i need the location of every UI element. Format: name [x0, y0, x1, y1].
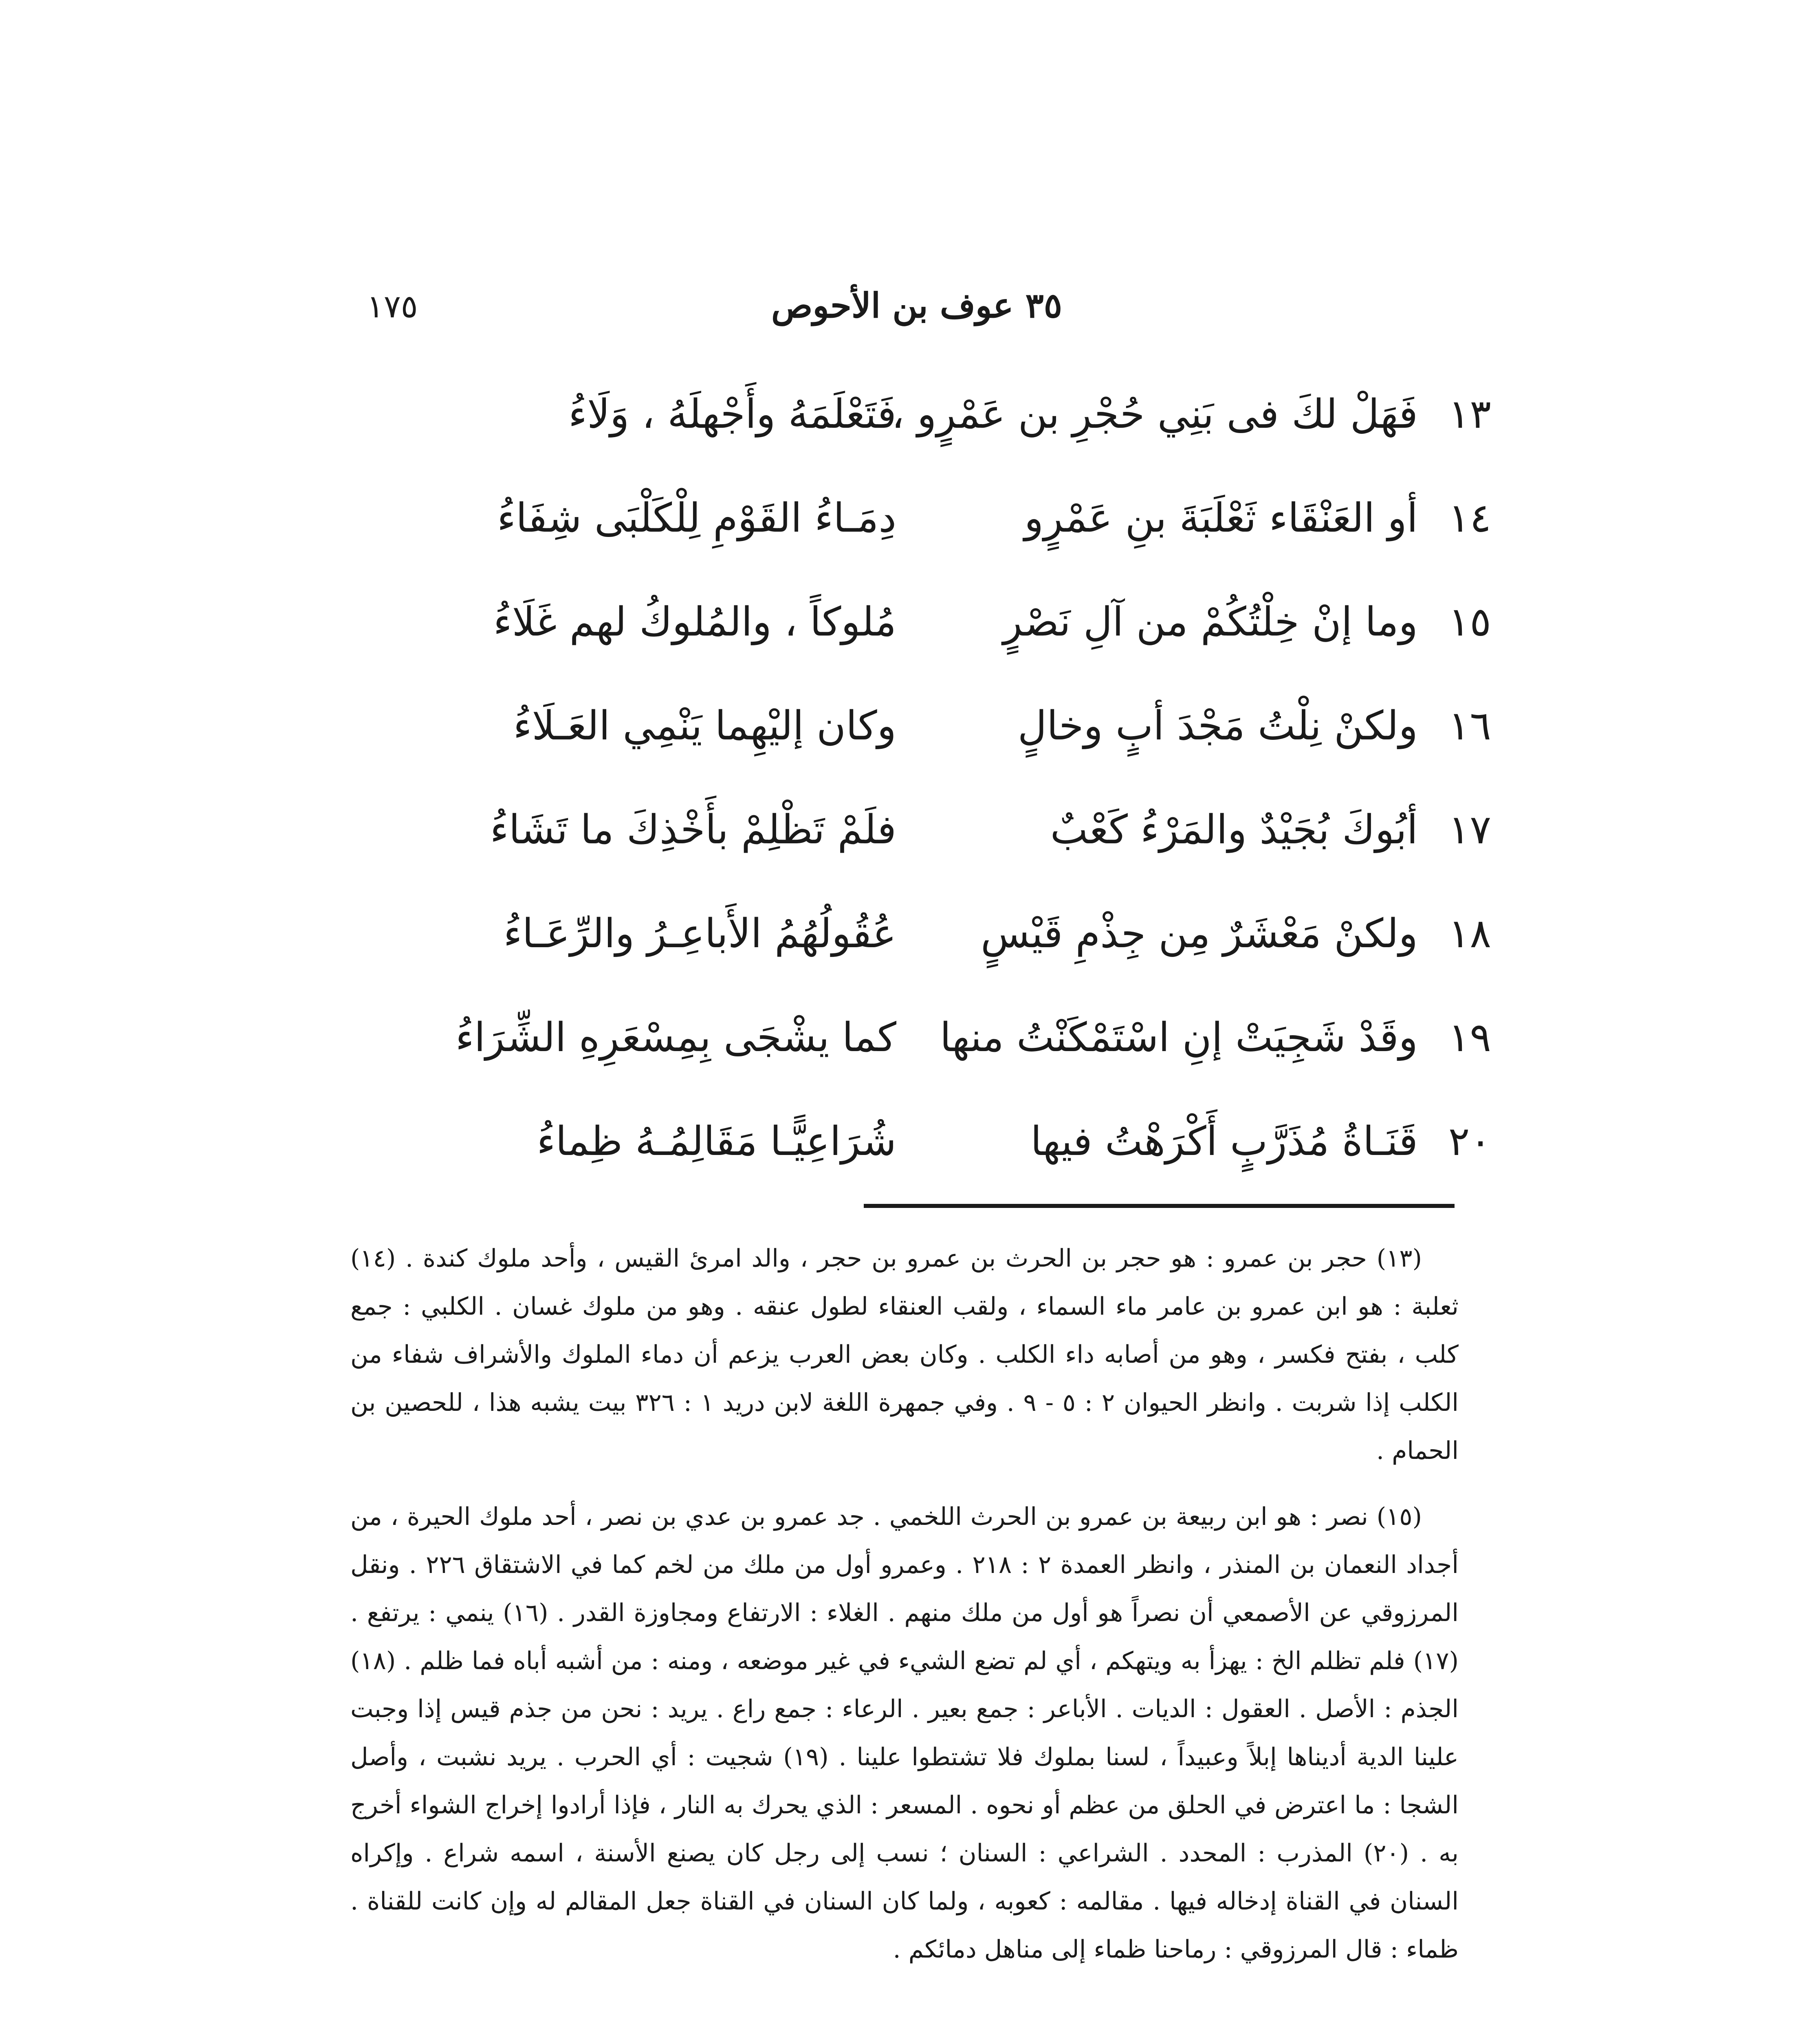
- verse-second-hemistich: مُلوكاً ، والمُلوكُ لهم غَلَاءُ: [493, 599, 896, 645]
- verse-first-hemistich: ولكنْ مَعْشَرٌ مِن جِذْمِ قَيْسٍ: [981, 911, 1418, 957]
- verse-second-hemistich: وكان إليْهِما يَنْمِي العَـلَاءُ: [513, 703, 896, 749]
- verse-second-hemistich: فلَمْ تَظْلِمْ بأَخْذِكَ ما تَشَاءُ: [490, 807, 896, 853]
- running-title: ٣٥ عوف بن الأحوص: [771, 285, 1062, 326]
- page-number: ١٧٥: [367, 288, 418, 325]
- verse-first-hemistich: فَهَلْ لكَ فى بَنِي حُجْرِ بن عَمْرٍو ،: [891, 391, 1418, 438]
- verse-second-hemistich: شُرَاعِيًّـا مَقَالِمُـهُ ظِماءُ: [537, 1118, 896, 1165]
- verse-first-hemistich: قَنَـاةُ مُذَرَّبٍ أَكْرَهْتُ فيها: [1030, 1118, 1418, 1165]
- verse-first-hemistich: وما إنْ خِلْتُكُمْ من آلِ نَصْرٍ: [1003, 599, 1418, 645]
- footnote-paragraph: (١٣) حجر بن عمرو : هو حجر بن الحرث بن عمرو بن حجر ، والد امرئ القيس ، وأحد ملوك كندة . (١٤) ثعلبة : هو ابن عمرو بن عامر ماء السماء ، ولقب العنقاء لطول عنقه . وهو من ملوك غسان . الكلبي : جمع كلب ، بفتح فكسر ، وهو من أصابه داء الكلب . وكان بعض العرب يزعم أن دماء الملوك والأشراف شفاء من الكلب إذا شربت . وانظر الحيوان ٢ : ٥ - ٩ . وفي جمهرة اللغة لابن دريد ١ : ٣٢٦ بيت يشبه هذا ، للحصين بن الحمام .: [350, 1244, 1459, 1465]
- footnotes: [350, 1234, 1459, 1991]
- verse: [350, 367, 1491, 471]
- verse: [350, 678, 1491, 782]
- verse-first-hemistich: ولكنْ نِلْتُ مَجْدَ أبٍ وخالٍ: [1017, 703, 1418, 749]
- verse: [350, 1094, 1491, 1198]
- verse-number: ١٧: [1448, 807, 1491, 853]
- verse: [350, 990, 1491, 1094]
- verse-number: ١٩: [1448, 1014, 1491, 1061]
- verse: [350, 574, 1491, 678]
- verse-second-hemistich: دِمَـاءُ القَوْمِ لِلْكَلْبَى شِفَاءُ: [497, 495, 896, 541]
- verse-number: ١٦: [1448, 703, 1491, 749]
- verse-number: ١٣: [1448, 391, 1491, 438]
- footnote-divider: [864, 1204, 1455, 1208]
- verse: [350, 782, 1491, 886]
- poem: [350, 367, 1491, 1198]
- verse-second-hemistich: كما يشْجَى بِمِسْعَرِهِ الشِّرَاءُ: [455, 1014, 896, 1061]
- verse-number: ١٥: [1448, 599, 1491, 645]
- page-header: [367, 285, 1467, 334]
- verse-first-hemistich: أو العَنْقَاء ثَعْلَبَةَ بنِ عَمْرٍو: [1024, 495, 1418, 541]
- verse-number: ٢٠: [1448, 1118, 1491, 1165]
- verse-first-hemistich: وقَدْ شَجِيَتْ إنِ اسْتَمْكَنْتُ منها: [940, 1014, 1418, 1061]
- verse-first-hemistich: أبُوكَ بُجَيْدٌ والمَرْءُ كَعْبٌ: [1050, 807, 1418, 853]
- verse: [350, 886, 1491, 990]
- verse: [350, 471, 1491, 574]
- verse-number: ١٤: [1448, 495, 1491, 541]
- verse-second-hemistich: فَتَعْلَمَهُ وأَجْهلَهُ ، وَلَاءُ: [568, 391, 896, 438]
- verse-number: ١٨: [1448, 911, 1491, 957]
- verse-second-hemistich: عُقُولُهُمُ الأَباعِـرُ والرِّعَـاءُ: [503, 911, 896, 957]
- footnote-paragraph: (١٥) نصر : هو ابن ربيعة بن عمرو بن الحرث اللخمي . جد عمرو بن عدي بن نصر ، أحد ملوك الحيرة ، من أجداد النعمان بن المنذر ، وانظر العمدة ٢ : ٢١٨ . وعمرو أول من ملك من لخم كما في الاشتقاق ٢٢٦ . ونقل المرزوقي عن الأصمعي أن نصراً هو أول من ملك منهم . الغلاء : الارتفاع ومجاوزة القدر . (١٦) ينمي : يرتفع . (١٧) فلم تظلم الخ : يهزأ به ويتهكم ، أي لم تضع الشيء في غير موضعه ، ومنه : من أشبه أباه فما ظلم . (١٨) الجذم : الأصل . العقول : الديات . الأباعر : جمع بعير . الرعاء : جمع راع . يريد : نحن من جذم قيس إذا وجبت علينا الدية أديناها إبلاً وعبيداً ، لسنا بملوك فلا تشتطوا علينا . (١٩) شجيت : أي الحرب . يريد نشبت ، وأصل الشجا : ما اعترض في الحلق من عظم أو نحوه . المسعر : الذي يحرك به النار ، فإذا أرادوا إخراج الشواء أخرج به . (٢٠) المذرب : المحدد . الشراعي : السنان ؛ نسب إلى رجل كان يصنع الأسنة ، اسمه شراع . وإكراه السنان في القناة إدخاله فيها . مقالمه : كعوبه ، ولما كان السنان في القناة جعل المقالم له وإن كانت للقناة . ظماء : قال المرزوقي : رماحنا ظماء إلى مناهل دمائكم .: [350, 1502, 1459, 1964]
